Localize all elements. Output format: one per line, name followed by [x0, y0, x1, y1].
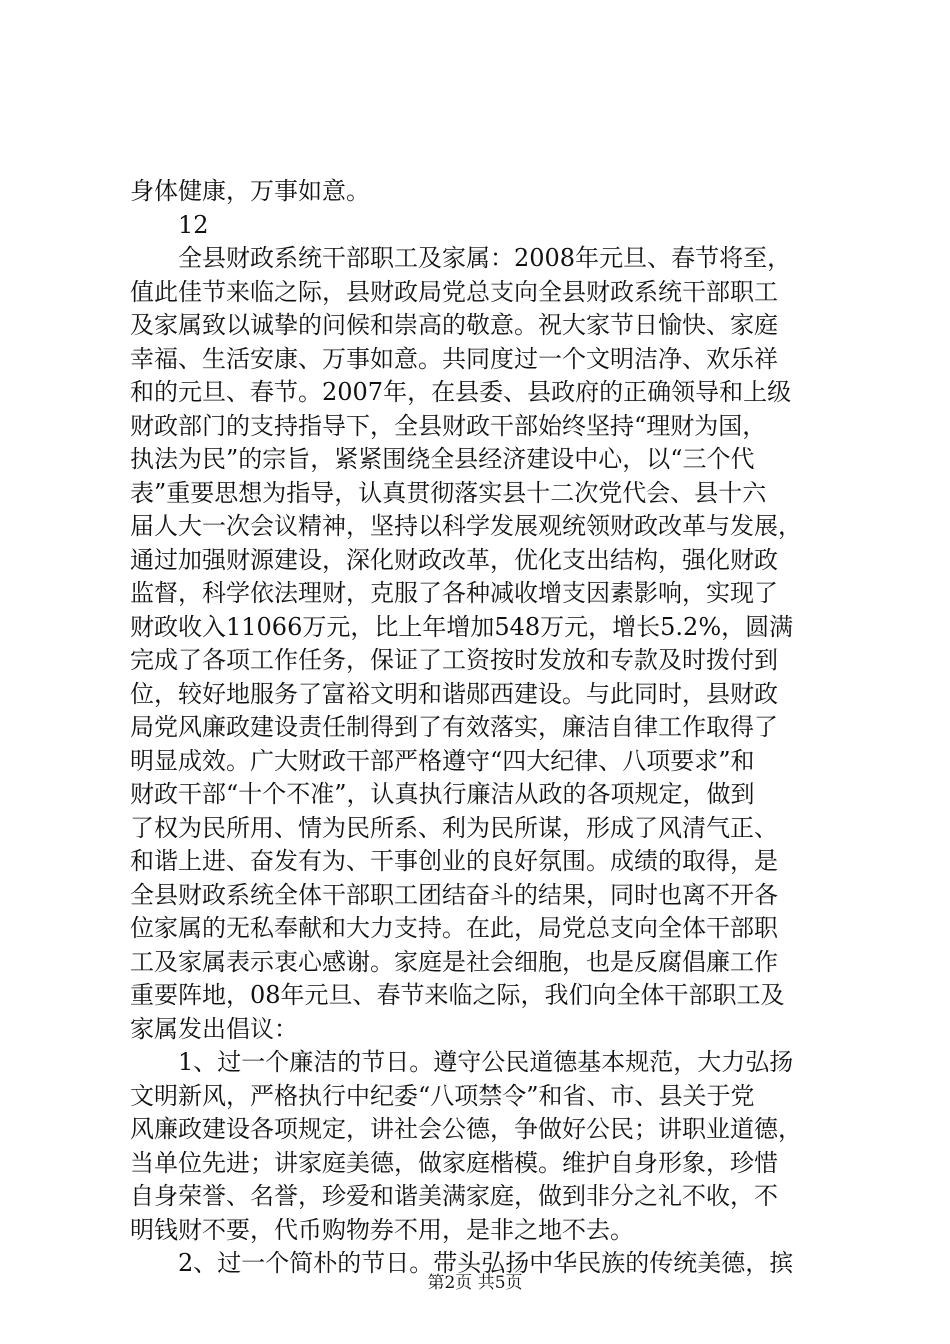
paragraph-start: 1、过一个廉洁的节日。遵守公民道德基本规范，大力弘扬	[178, 1048, 794, 1076]
text-line: 和谐上进、奋发有为、干事创业的良好氛围。成绩的取得，是	[130, 847, 778, 875]
text-line: 明显成效。广大财政干部严格遵守“四大纪律、八项要求”和	[130, 746, 755, 775]
text-line: 完成了各项工作任务，保证了工资按时发放和专款及时拨付到	[130, 646, 778, 674]
paragraph-start: 2、过一个简朴的节日。带头弘扬中华民族的传统美德，摈	[178, 1249, 794, 1277]
page-number: 第2页 共5页	[427, 1273, 523, 1293]
text-line: 财政部门的支持指导下，全县财政干部始终坚持“理财为国，	[130, 411, 767, 440]
text-line: 值此佳节来临之际，县财政局党总支向全县财政系统干部职工	[130, 277, 778, 306]
text-line: 执法为民”的宗旨，紧紧围绕全县经济建设中心，以“三个代	[130, 445, 755, 473]
text-line: 重要阵地，08年元旦、春节来临之际，我们向全体干部职工及	[130, 981, 785, 1009]
paragraph-start: 全县财政系统干部职工及家属：2008年元旦、春节将至，	[178, 244, 792, 272]
text-line: 财政干部“十个不准”，认真执行廉洁从政的各项规定，做到	[130, 780, 755, 808]
text-line: 监督，科学依法理财，克服了各种减收增支因素影响，实现了	[130, 579, 778, 607]
text-line: 全县财政系统全体干部职工团结奋斗的结果，同时也离不开各	[130, 880, 778, 909]
text-line: 财政收入11066万元，比上年增加548万元，增长5.2%，圆满	[130, 612, 794, 641]
text-line: 身体健康，万事如意。	[130, 177, 370, 205]
text-line: 局党风廉政建设责任制得到了有效落实，廉洁自律工作取得了	[130, 713, 778, 741]
document-body	[130, 175, 830, 1281]
text-line: 了权为民所用、情为民所系、利为民所谋，形成了风清气正、	[130, 813, 778, 842]
text-line: 当单位先进；讲家庭美德，做家庭楷模。维护自身形象，珍惜	[130, 1148, 778, 1177]
text-line: 届人大一次会议精神，坚持以科学发展观统领财政改革与发展，	[130, 512, 802, 540]
text-line: 明钱财不要，代币购物券不用，是非之地不去。	[130, 1215, 634, 1244]
text-line: 风廉政建设各项规定，讲社会公德，争做好公民；讲职业道德，	[130, 1115, 802, 1143]
text-line: 幸福、生活安康、万事如意。共同度过一个文明洁净、欢乐祥	[130, 344, 778, 373]
text-line: 位家属的无私奉献和大力支持。在此，局党总支向全体干部职	[130, 914, 778, 942]
text-line: 12	[178, 210, 209, 239]
text-line: 和的元旦、春节。2007年，在县委、县政府的正确领导和上级	[130, 378, 792, 406]
text-line: 通过加强财源建设，深化财政改革，优化支出结构，强化财政	[130, 545, 778, 574]
text-line: 及家属致以诚挚的问候和崇高的敬意。祝大家节日愉快、家庭	[130, 311, 778, 339]
text-line: 家属发出倡议：	[130, 1014, 298, 1043]
text-line: 位，较好地服务了富裕文明和谐郧西建设。与此同时，县财政	[130, 679, 778, 708]
text-line: 表”重要思想为指导，认真贯彻落实县十二次党代会、县十六	[130, 478, 767, 507]
text-line: 工及家属表示衷心感谢。家庭是社会细胞，也是反腐倡廉工作	[130, 947, 778, 976]
text-line: 文明新风，严格执行中纪委“八项禁令”和省、市、县关于党	[130, 1081, 755, 1110]
text-line: 自身荣誉、名誉，珍爱和谐美满家庭，做到非分之礼不收，不	[130, 1182, 778, 1210]
